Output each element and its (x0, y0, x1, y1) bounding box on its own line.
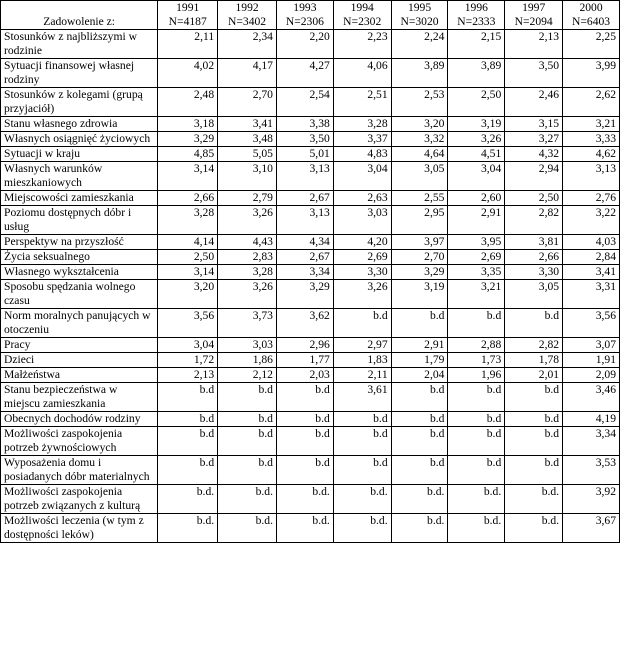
value-cell: 3,92 (563, 485, 620, 514)
value-cell: 2,63 (333, 191, 391, 206)
table-row (1, 514, 620, 543)
value-cell: 2,97 (333, 338, 391, 353)
value-cell: 3,10 (218, 162, 277, 191)
value-cell: b.d. (505, 485, 563, 514)
year-label: 1994 (350, 1, 374, 14)
row-label: Dzieci (1, 353, 158, 368)
sample-size: N=2333 (457, 15, 496, 28)
table-row (1, 368, 620, 383)
value-cell: 4,03 (563, 235, 620, 250)
value-cell: 2,11 (333, 368, 391, 383)
value-cell: 3,53 (563, 456, 620, 485)
row-label: Życia seksualnego (1, 250, 158, 265)
row-label: Własnych warunków mieszkaniowych (1, 162, 158, 191)
value-cell: b.d. (218, 485, 277, 514)
value-cell: 3,61 (333, 383, 391, 412)
value-cell: 2,48 (158, 88, 218, 117)
table-row (1, 30, 620, 59)
value-cell: 2,60 (448, 191, 505, 206)
value-cell: 2,46 (505, 88, 563, 117)
year-header (333, 1, 391, 30)
value-cell: 4,20 (333, 235, 391, 250)
value-cell: 3,26 (333, 280, 391, 309)
value-cell: 3,56 (563, 309, 620, 338)
table-row (1, 206, 620, 235)
year-header (276, 1, 333, 30)
value-cell: 3,99 (563, 59, 620, 88)
value-cell: 5,05 (218, 147, 277, 162)
value-cell: 2,13 (505, 30, 563, 59)
row-label: Małżeństwa (1, 368, 158, 383)
value-cell: b.d (505, 427, 563, 456)
value-cell: b.d. (276, 485, 333, 514)
value-cell: 3,04 (333, 162, 391, 191)
sample-size: N=3402 (228, 15, 267, 28)
value-cell: 4,06 (333, 59, 391, 88)
value-cell: 3,15 (505, 117, 563, 132)
value-cell: 2,69 (448, 250, 505, 265)
value-cell: 3,13 (276, 206, 333, 235)
value-cell: b.d (391, 456, 448, 485)
value-cell: b.d (448, 309, 505, 338)
value-cell: 1,78 (505, 353, 563, 368)
sample-size: N=3020 (400, 15, 439, 28)
row-label: Możliwości zaspokojenia potrzeb związanych z kulturą (1, 485, 158, 514)
value-cell: 3,89 (391, 59, 448, 88)
value-cell: b.d (505, 383, 563, 412)
table-row (1, 412, 620, 427)
value-cell: b.d (333, 427, 391, 456)
row-label: Stosunków z najbliższymi w rodzinie (1, 30, 158, 59)
value-cell: b.d (276, 412, 333, 427)
value-cell: 2,66 (505, 250, 563, 265)
value-cell: 2,82 (505, 338, 563, 353)
value-cell: b.d (218, 383, 277, 412)
value-cell: 2,70 (218, 88, 277, 117)
value-cell: 3,56 (158, 309, 218, 338)
value-cell: 3,28 (333, 117, 391, 132)
year-label: 1992 (235, 1, 259, 14)
value-cell: 2,95 (391, 206, 448, 235)
value-cell: 2,50 (505, 191, 563, 206)
value-cell: 1,83 (333, 353, 391, 368)
value-cell: 1,86 (218, 353, 277, 368)
year-label: 2000 (579, 1, 603, 14)
table-body (1, 30, 620, 543)
value-cell: 2,51 (333, 88, 391, 117)
value-cell: b.d (276, 427, 333, 456)
value-cell: 2,76 (563, 191, 620, 206)
value-cell: 2,34 (218, 30, 277, 59)
value-cell: b.d (218, 412, 277, 427)
value-cell: b.d (505, 456, 563, 485)
year-header (218, 1, 277, 30)
value-cell: 2,09 (563, 368, 620, 383)
value-cell: b.d (505, 309, 563, 338)
value-cell: 2,82 (505, 206, 563, 235)
value-cell: 2,24 (391, 30, 448, 59)
value-cell: b.d (276, 456, 333, 485)
value-cell: 3,41 (218, 117, 277, 132)
value-cell: b.d. (505, 514, 563, 543)
value-cell: 2,12 (218, 368, 277, 383)
value-cell: 3,41 (563, 265, 620, 280)
value-cell: 3,29 (391, 265, 448, 280)
value-cell: 3,13 (563, 162, 620, 191)
value-cell: 1,73 (448, 353, 505, 368)
value-cell: 1,72 (158, 353, 218, 368)
value-cell: 2,03 (276, 368, 333, 383)
value-cell: 5,01 (276, 147, 333, 162)
value-cell: 3,97 (391, 235, 448, 250)
row-label: Norm moralnych panujących w otoczeniu (1, 309, 158, 338)
value-cell: 2,79 (218, 191, 277, 206)
value-cell: 3,21 (563, 117, 620, 132)
table-row (1, 191, 620, 206)
row-label: Sytuacji finansowej własnej rodziny (1, 59, 158, 88)
year-label: 1995 (407, 1, 432, 14)
value-cell: 2,69 (333, 250, 391, 265)
table-row (1, 383, 620, 412)
value-cell: 3,89 (448, 59, 505, 88)
value-cell: 4,34 (276, 235, 333, 250)
table-row (1, 338, 620, 353)
table-row (1, 265, 620, 280)
value-cell: 2,84 (563, 250, 620, 265)
value-cell: 4,14 (158, 235, 218, 250)
value-cell: 3,46 (563, 383, 620, 412)
value-cell: 1,77 (276, 353, 333, 368)
value-cell: 2,55 (391, 191, 448, 206)
year-label: 1996 (464, 1, 488, 14)
value-cell: 3,05 (505, 280, 563, 309)
sample-size: N=2306 (285, 15, 324, 28)
value-cell: 3,29 (158, 132, 218, 147)
year-header (448, 1, 505, 30)
value-cell: 3,03 (218, 338, 277, 353)
value-cell: 2,83 (218, 250, 277, 265)
value-cell: 3,34 (276, 265, 333, 280)
value-cell: 3,03 (333, 206, 391, 235)
table-row (1, 117, 620, 132)
sample-size: N=6403 (571, 15, 611, 28)
value-cell: b.d (391, 412, 448, 427)
value-cell: 2,94 (505, 162, 563, 191)
value-cell: 2,91 (391, 338, 448, 353)
value-cell: b.d (505, 412, 563, 427)
value-cell: b.d (448, 412, 505, 427)
table-row (1, 456, 620, 485)
table-row (1, 132, 620, 147)
row-label: Poziomu dostępnych dóbr i usług (1, 206, 158, 235)
row-label: Stanu bezpieczeństwa w miejscu zamieszkania (1, 383, 158, 412)
value-cell: b.d (218, 427, 277, 456)
row-label: Perspektyw na przyszłość (1, 235, 158, 250)
table-row (1, 353, 620, 368)
row-label: Sytuacji w kraju (1, 147, 158, 162)
row-label: Możliwości leczenia (w tym z dostępności leków) (1, 514, 158, 543)
row-label: Możliwości zaspokojenia potrzeb żywnościowych (1, 427, 158, 456)
value-cell: 3,14 (158, 162, 218, 191)
value-cell: 3,48 (218, 132, 277, 147)
row-label: Pracy (1, 338, 158, 353)
value-cell: 4,19 (563, 412, 620, 427)
value-cell: b.d (158, 383, 218, 412)
table-row (1, 235, 620, 250)
corner-label: Zadowolenie z: (1, 1, 158, 30)
value-cell: 3,05 (391, 162, 448, 191)
value-cell: 3,27 (505, 132, 563, 147)
sample-size: N=2302 (343, 15, 382, 28)
value-cell: 2,13 (158, 368, 218, 383)
value-cell: 3,30 (505, 265, 563, 280)
value-cell: 3,07 (563, 338, 620, 353)
value-cell: b.d (158, 427, 218, 456)
header-row (1, 1, 620, 30)
value-cell: 2,01 (505, 368, 563, 383)
value-cell: 2,96 (276, 338, 333, 353)
row-label: Własnych osiągnięć życiowych (1, 132, 158, 147)
value-cell: 3,50 (276, 132, 333, 147)
row-label: Miejscowości zamieszkania (1, 191, 158, 206)
row-label: Obecnych dochodów rodziny (1, 412, 158, 427)
value-cell: 3,14 (158, 265, 218, 280)
value-cell: 3,33 (563, 132, 620, 147)
table-row (1, 427, 620, 456)
value-cell: b.d. (333, 514, 391, 543)
value-cell: 2,04 (391, 368, 448, 383)
value-cell: 3,28 (218, 265, 277, 280)
value-cell: 1,91 (563, 353, 620, 368)
value-cell: 3,37 (333, 132, 391, 147)
value-cell: b.d (448, 427, 505, 456)
value-cell: 2,88 (448, 338, 505, 353)
value-cell: 3,20 (391, 117, 448, 132)
value-cell: b.d. (448, 485, 505, 514)
value-cell: 3,19 (391, 280, 448, 309)
table-row (1, 309, 620, 338)
value-cell: 3,31 (563, 280, 620, 309)
year-label: 1991 (176, 1, 200, 14)
row-label: Sposobu spędzania wolnego czasu (1, 280, 158, 309)
value-cell: b.d (448, 456, 505, 485)
value-cell: 4,62 (563, 147, 620, 162)
value-cell: 3,35 (448, 265, 505, 280)
value-cell: b.d. (218, 514, 277, 543)
value-cell: 3,20 (158, 280, 218, 309)
value-cell: 1,96 (448, 368, 505, 383)
value-cell: 2,11 (158, 30, 218, 59)
value-cell: b.d. (333, 485, 391, 514)
value-cell: b.d. (158, 514, 218, 543)
value-cell: 3,73 (218, 309, 277, 338)
value-cell: b.d (391, 383, 448, 412)
value-cell: 3,34 (563, 427, 620, 456)
sample-size: N=4187 (168, 15, 207, 28)
value-cell: 4,64 (391, 147, 448, 162)
value-cell: 2,66 (158, 191, 218, 206)
row-label: Stanu własnego zdrowia (1, 117, 158, 132)
table-row (1, 147, 620, 162)
value-cell: b.d (218, 456, 277, 485)
value-cell: 3,26 (218, 280, 277, 309)
value-cell: b.d. (158, 485, 218, 514)
value-cell: b.d (391, 309, 448, 338)
value-cell: 3,18 (158, 117, 218, 132)
table-row (1, 59, 620, 88)
value-cell: 3,21 (448, 280, 505, 309)
value-cell: 4,32 (505, 147, 563, 162)
value-cell: 2,70 (391, 250, 448, 265)
value-cell: b.d (333, 412, 391, 427)
value-cell: 2,67 (276, 250, 333, 265)
year-header (505, 1, 563, 30)
value-cell: b.d (448, 383, 505, 412)
year-header (391, 1, 448, 30)
value-cell: 2,54 (276, 88, 333, 117)
value-cell: b.d. (276, 514, 333, 543)
value-cell: 4,27 (276, 59, 333, 88)
value-cell: 3,26 (448, 132, 505, 147)
value-cell: 4,43 (218, 235, 277, 250)
value-cell: 3,04 (158, 338, 218, 353)
value-cell: 3,81 (505, 235, 563, 250)
value-cell: 4,17 (218, 59, 277, 88)
value-cell: 3,32 (391, 132, 448, 147)
value-cell: 3,19 (448, 117, 505, 132)
value-cell: b.d (391, 427, 448, 456)
value-cell: 2,25 (563, 30, 620, 59)
year-header (158, 1, 218, 30)
table-row (1, 88, 620, 117)
row-label: Własnego wykształcenia (1, 265, 158, 280)
value-cell: 4,83 (333, 147, 391, 162)
value-cell: 4,51 (448, 147, 505, 162)
sample-size: N=2094 (514, 15, 553, 28)
value-cell: b.d (333, 456, 391, 485)
value-cell: 3,38 (276, 117, 333, 132)
row-label: Wyposażenia domu i posiadanych dóbr materialnych (1, 456, 158, 485)
row-label: Stosunków z kolegami (grupą przyjaciół) (1, 88, 158, 117)
value-cell: b.d (158, 412, 218, 427)
value-cell: 3,28 (158, 206, 218, 235)
table-row (1, 250, 620, 265)
value-cell: 3,26 (218, 206, 277, 235)
value-cell: 4,85 (158, 147, 218, 162)
value-cell: 1,79 (391, 353, 448, 368)
value-cell: 2,15 (448, 30, 505, 59)
value-cell: b.d (333, 309, 391, 338)
value-cell: b.d (158, 456, 218, 485)
value-cell: 3,04 (448, 162, 505, 191)
value-cell: 2,62 (563, 88, 620, 117)
table-row (1, 280, 620, 309)
value-cell: b.d. (391, 514, 448, 543)
value-cell: b.d (276, 383, 333, 412)
value-cell: 3,67 (563, 514, 620, 543)
value-cell: 2,53 (391, 88, 448, 117)
value-cell: 2,67 (276, 191, 333, 206)
table-row (1, 485, 620, 514)
value-cell: 2,20 (276, 30, 333, 59)
value-cell: 2,50 (448, 88, 505, 117)
value-cell: 4,02 (158, 59, 218, 88)
value-cell: 2,50 (158, 250, 218, 265)
value-cell: 3,50 (505, 59, 563, 88)
value-cell: 3,95 (448, 235, 505, 250)
year-header (563, 1, 620, 30)
value-cell: 3,13 (276, 162, 333, 191)
year-label: 1997 (522, 1, 546, 14)
value-cell: b.d. (391, 485, 448, 514)
value-cell: 3,22 (563, 206, 620, 235)
year-label: 1993 (293, 1, 317, 14)
value-cell: 3,62 (276, 309, 333, 338)
value-cell: 3,30 (333, 265, 391, 280)
value-cell: b.d. (448, 514, 505, 543)
table-row (1, 162, 620, 191)
value-cell: 2,23 (333, 30, 391, 59)
value-cell: 2,91 (448, 206, 505, 235)
value-cell: 3,29 (276, 280, 333, 309)
